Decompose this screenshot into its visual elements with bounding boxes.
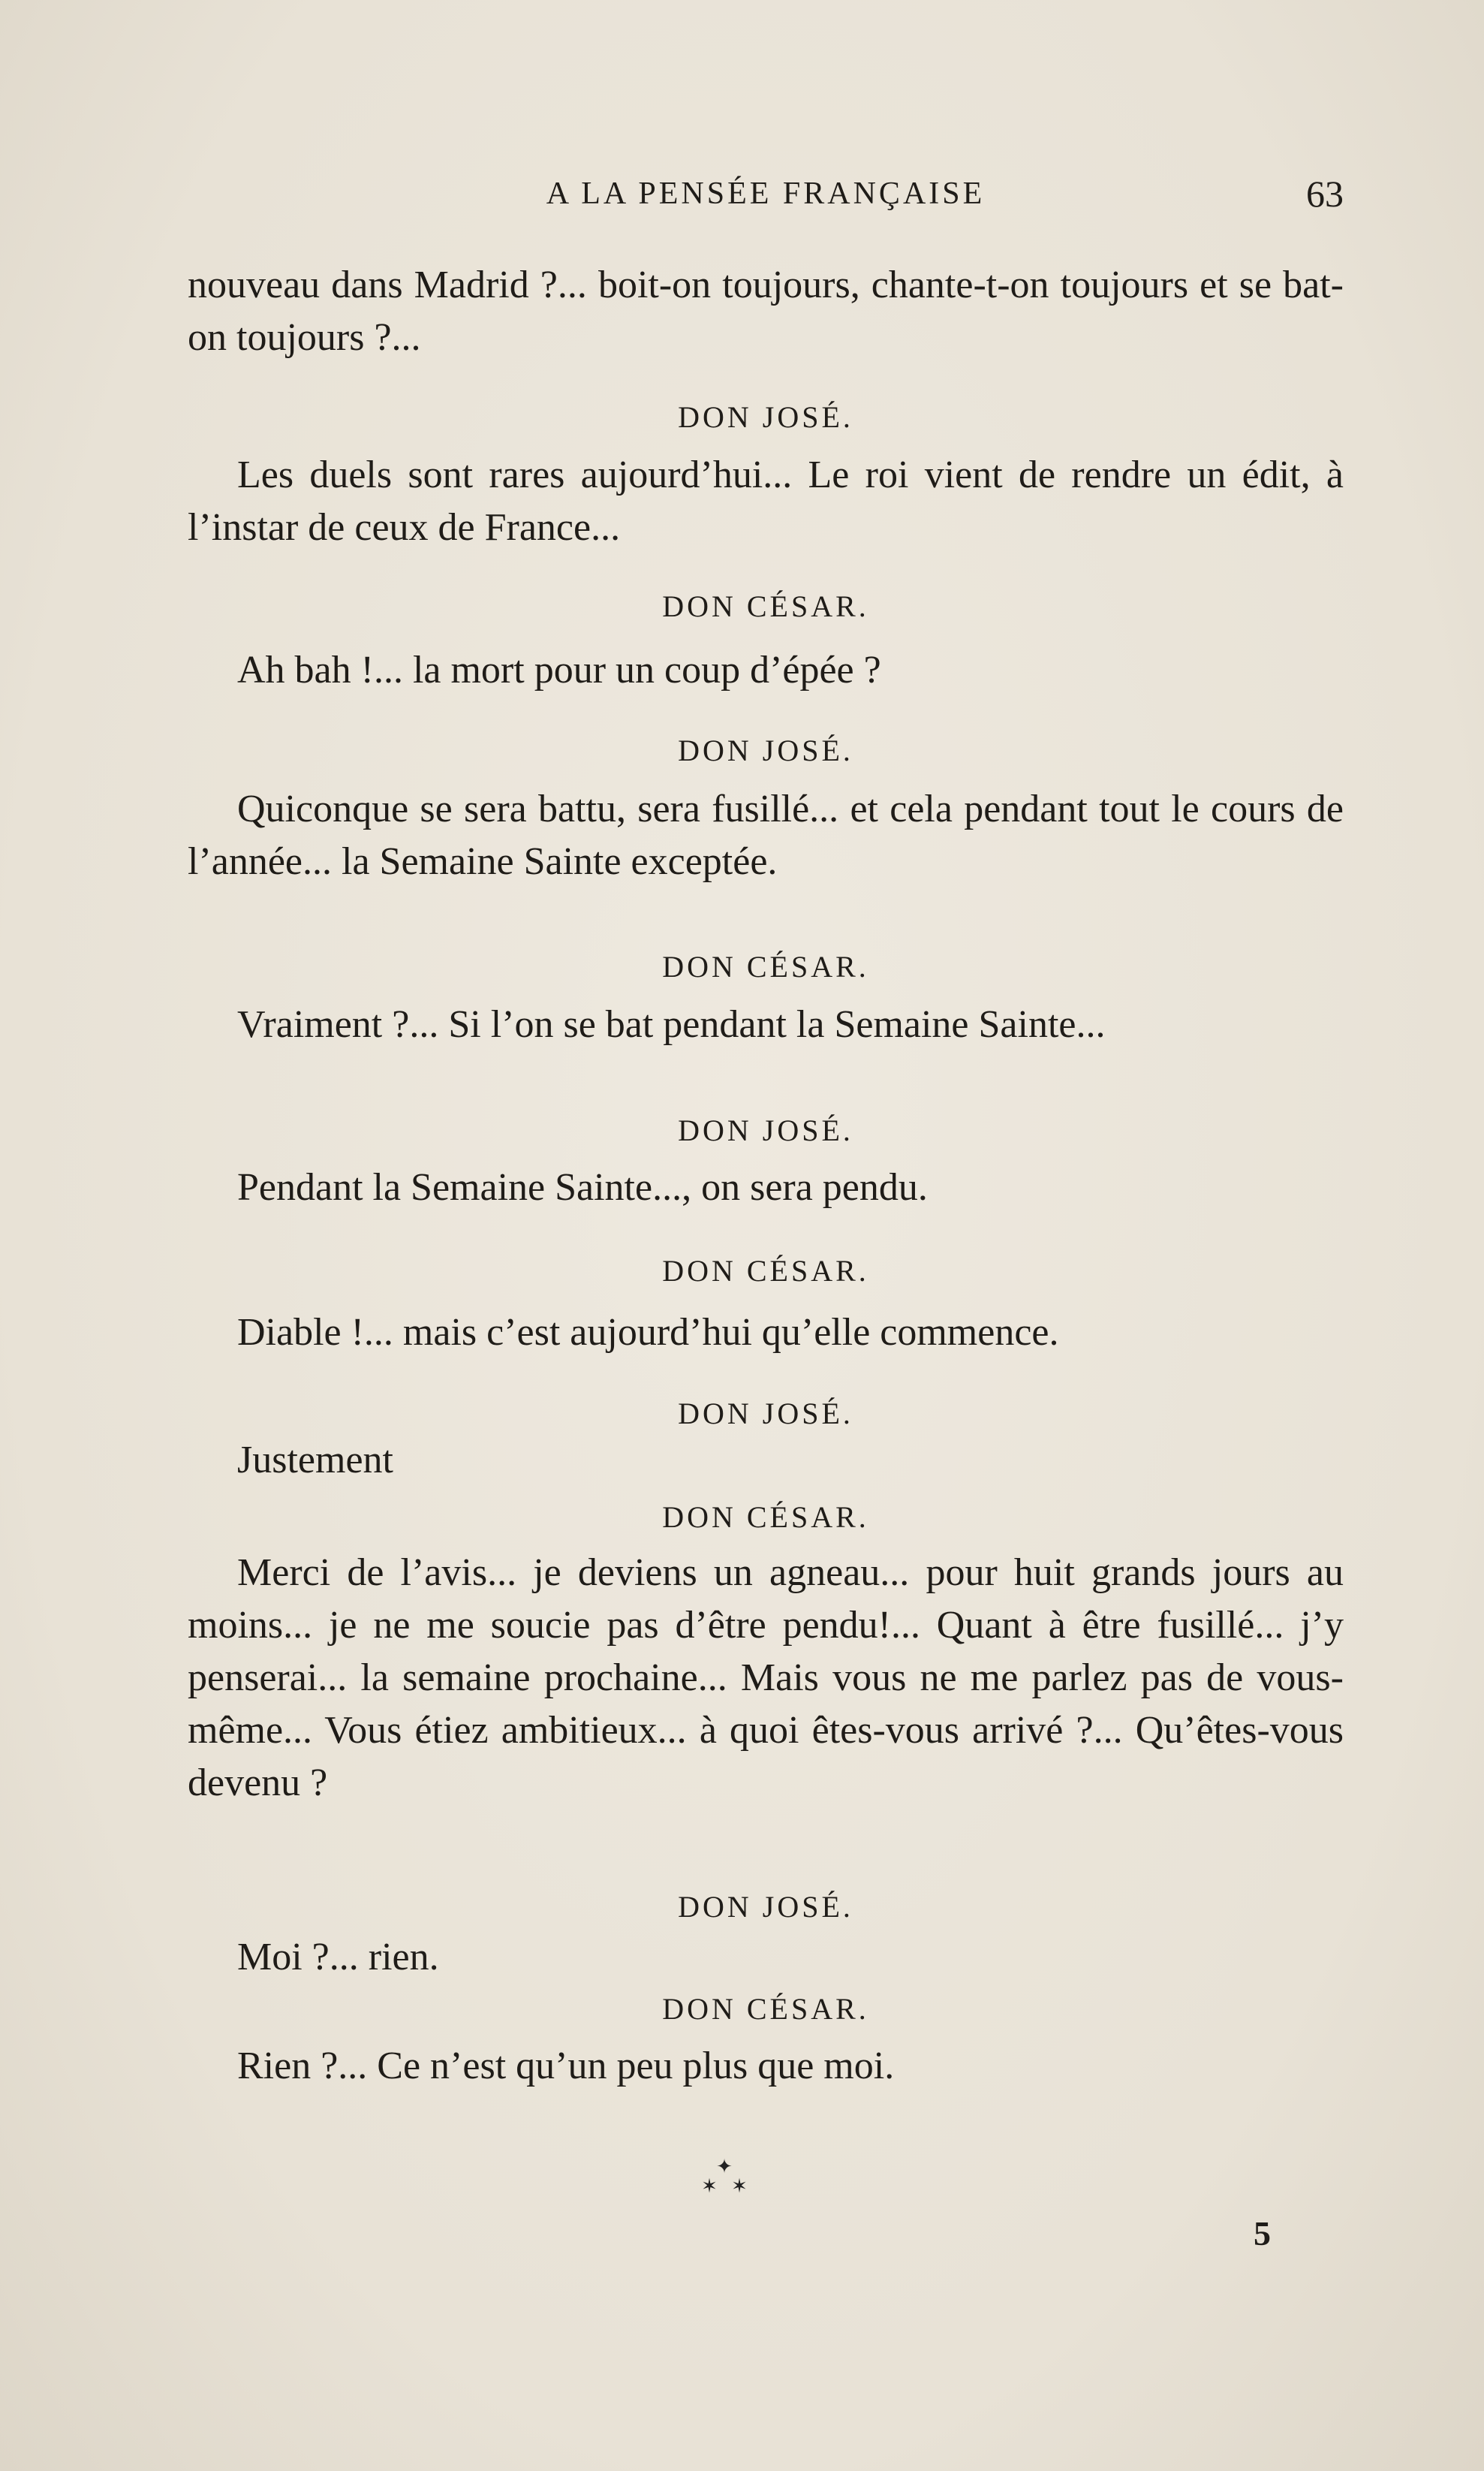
page-number: 63 (1306, 173, 1344, 215)
paragraph-1: nouveau dans Madrid ?... boit-on toujours, chante-t-on toujours et se bat-on toujours ?... (188, 264, 1344, 359)
svg-text:✶: ✶ (701, 2175, 718, 2198)
paragraph-6: Pendant la Semaine Sainte..., on sera pendu. (237, 1166, 928, 1209)
paragraph-9: Merci de l’avis... je deviens un agneau... pour huit grands jours au moins... je ne me soucie pas d’être pendu!... Quant à être fusillé... j’y penserai... la semaine prochaine... Mais vous ne me parlez pas de vous-même... Vous étiez ambitieux... à quoi êtes-vous arrivé ?... Qu’êtes-vous devenu ? (188, 1551, 1344, 1804)
speaker-don-jose-3: DON JOSÉ. (678, 1113, 853, 1147)
speaker-don-jose-2: DON JOSÉ. (678, 734, 853, 767)
svg-text:✦: ✦ (716, 2156, 733, 2178)
speaker-don-cesar-2: DON CÉSAR. (662, 950, 869, 984)
asterism-icon (679, 2155, 769, 2200)
paragraph-3: Ah bah !... la mort pour un coup d’épée ? (237, 649, 881, 692)
speaker-don-cesar-1: DON CÉSAR. (662, 589, 869, 623)
speaker-don-jose-4: DON JOSÉ. (678, 1397, 853, 1430)
paragraph-7: Diable !... mais c’est aujourd’hui qu’elle commence. (237, 1311, 1059, 1354)
paragraph-11: Rien ?... Ce n’est qu’un peu plus que moi. (237, 2045, 895, 2087)
speaker-don-jose-5: DON JOSÉ. (678, 1890, 853, 1924)
svg-text:✶: ✶ (731, 2175, 748, 2198)
asterism-ornament (679, 2155, 769, 2200)
paragraph-8: Justement (237, 1439, 393, 1481)
running-head (188, 171, 1344, 216)
speaker-don-jose-1: DON JOSÉ. (678, 400, 853, 434)
paragraph-10: Moi ?... rien. (237, 1936, 439, 1978)
paragraph-4: Quiconque se sera battu, sera fusillé... et cela pendant tout le cours de l’année... la Semaine Sainte exceptée. (188, 788, 1344, 883)
speaker-don-cesar-3: DON CÉSAR. (662, 1254, 869, 1288)
paragraph-2: Les duels sont rares aujourd’hui... Le roi vient de rendre un édit, à l’instar de ceux de France... (188, 454, 1344, 549)
running-title: A LA PENSÉE FRANÇAISE (546, 176, 986, 211)
speaker-don-cesar-4: DON CÉSAR. (662, 1500, 869, 1534)
speaker-don-cesar-5: DON CÉSAR. (662, 1992, 869, 2026)
signature-mark: 5 (1254, 2214, 1271, 2253)
paragraph-5: Vraiment ?... Si l’on se bat pendant la Semaine Sainte... (237, 1003, 1106, 1046)
